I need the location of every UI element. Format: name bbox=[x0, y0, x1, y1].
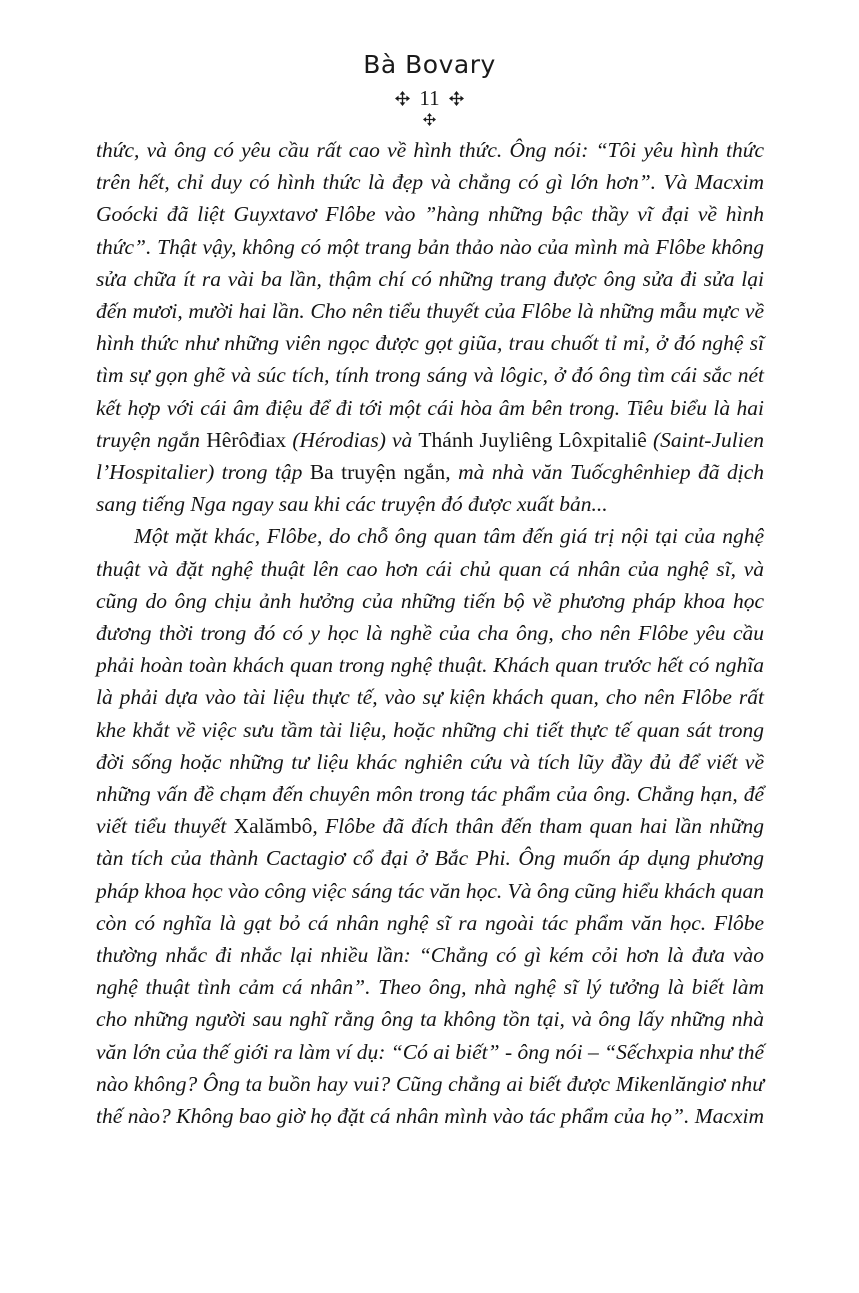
running-head bbox=[0, 50, 859, 126]
four-arrow-ornament-icon bbox=[395, 91, 410, 106]
text-segment-italic: (Saint-Julien l’Hospitalier) trong tập bbox=[96, 427, 764, 485]
text-segment-italic: thức, và ông có yêu cầu rất cao về hình thức. Ông nói: “Tôi yêu hình thức trên hết, chỉ duy có hình thức là đẹp và chẳng có gì lớn hơn”. Và Macxim Goócki đã liệt Guyxtavơ Flôbe vào ”hàng những bậc thầy vĩ đại về hình thức”. Thật vậy, không có một trang bản thảo nào của mình mà Flôbe không sửa chữa ít ra vài ba lần, thậm chí có những trang được ông sửa đi sửa lại đến mươi, mười hai lần. Cho nên tiểu thuyết của Flôbe là những mẫu mực về hình thức như những viên ngọc được gọt giũa, trau chuốt tỉ mỉ, ở đó nghệ sĩ tìm sự gọn ghẽ và súc tích, tính trong sáng và lôgic, ở đó ông tìm cái sắc nét kết hợp với cái âm điệu để đi tới một cái hòa âm bên trong. Tiêu biểu là hai truyện ngắn bbox=[96, 138, 764, 452]
text-segment-italic: , mà nhà văn Tuốcghênhiep đã dịch sang tiếng Nga ngay sau khi các truyện đó được xuất bản... bbox=[96, 460, 764, 517]
page-number: 11 bbox=[419, 86, 440, 110]
text-segment-roman: Ba truyện ngắn bbox=[309, 460, 446, 485]
page-number-row bbox=[0, 86, 859, 110]
ornament-row bbox=[0, 113, 859, 126]
text-segment-roman: Hêrôđiax bbox=[206, 427, 287, 452]
four-arrow-ornament-icon bbox=[423, 113, 436, 126]
text-segment-italic: Một mặt khác, Flôbe, do chỗ ông quan tâm đến giá trị nội tại của nghệ thuật và đặt nghệ thuật lên cao hơn cái chủ quan cá nhân của nghệ sĩ, và cũng do ông chịu ảnh hưởng của những tiến bộ về phương pháp khoa học đương thời trong đó có y học là nghề của cha ông, cho nên Flôbe yêu cầu phải hoàn toàn khách quan trong nghệ thuật. Khách quan trước hết có nghĩa là phải dựa vào tài liệu thực tế, vào sự kiện khách quan, cho nên Flôbe rất khe khắt về việc sưu tầm tài liệu, hoặc những chi tiết thực tế quan sát trong đời sống hoặc những tư liệu khác nghiên cứu và tích lũy đầy đủ để viết về những vấn đề chạm đến chuyên môn trong tác phẩm của ông. Chẳng hạn, để viết tiểu thuyết bbox=[96, 524, 764, 839]
body-text bbox=[96, 134, 764, 1132]
paragraph-1 bbox=[96, 134, 764, 520]
text-segment-italic: , Flôbe đã đích thân đến tham quan hai lần những tàn tích của thành Cactagiơ cổ đại ở Bắc Phi. Ông muốn áp dụng phương pháp khoa học vào công việc sáng tác văn học. Và ông cũng hiểu khách quan còn có nghĩa là gạt bỏ cá nhân nghệ sĩ ra ngoài tác phẩm văn học. Flôbe thường nhắc đi nhắc lại nhiều lần: “Chẳng có gì kém cỏi hơn là đưa vào nghệ thuật tình cảm cá nhân”. Theo ông, nhà nghệ sĩ lý tưởng là biết làm cho những người sau nghĩ rằng ông ta không tồn tại, và ông lấy những nhà văn lớn của thế giới ra làm ví dụ: “Có ai biết” - ông nói – “Sếchxpia như thế nào không? Ông ta buồn hay vui? Cũng chẳng ai biết được Mikenlăngiơ như thế nào? Không bao giờ họ đặt cá nhân mình vào tác phẩm của họ”. Macxim bbox=[96, 814, 764, 1129]
text-segment-italic: (Hérodias) và bbox=[286, 427, 419, 452]
four-arrow-ornament-icon bbox=[449, 91, 464, 106]
book-title: Bà Bovary bbox=[363, 50, 496, 79]
paragraph-2 bbox=[96, 520, 764, 1132]
text-segment-roman: Xalămbô bbox=[233, 814, 313, 839]
text-segment-roman: Thánh Juyliêng Lôxpitaliê bbox=[418, 427, 647, 452]
